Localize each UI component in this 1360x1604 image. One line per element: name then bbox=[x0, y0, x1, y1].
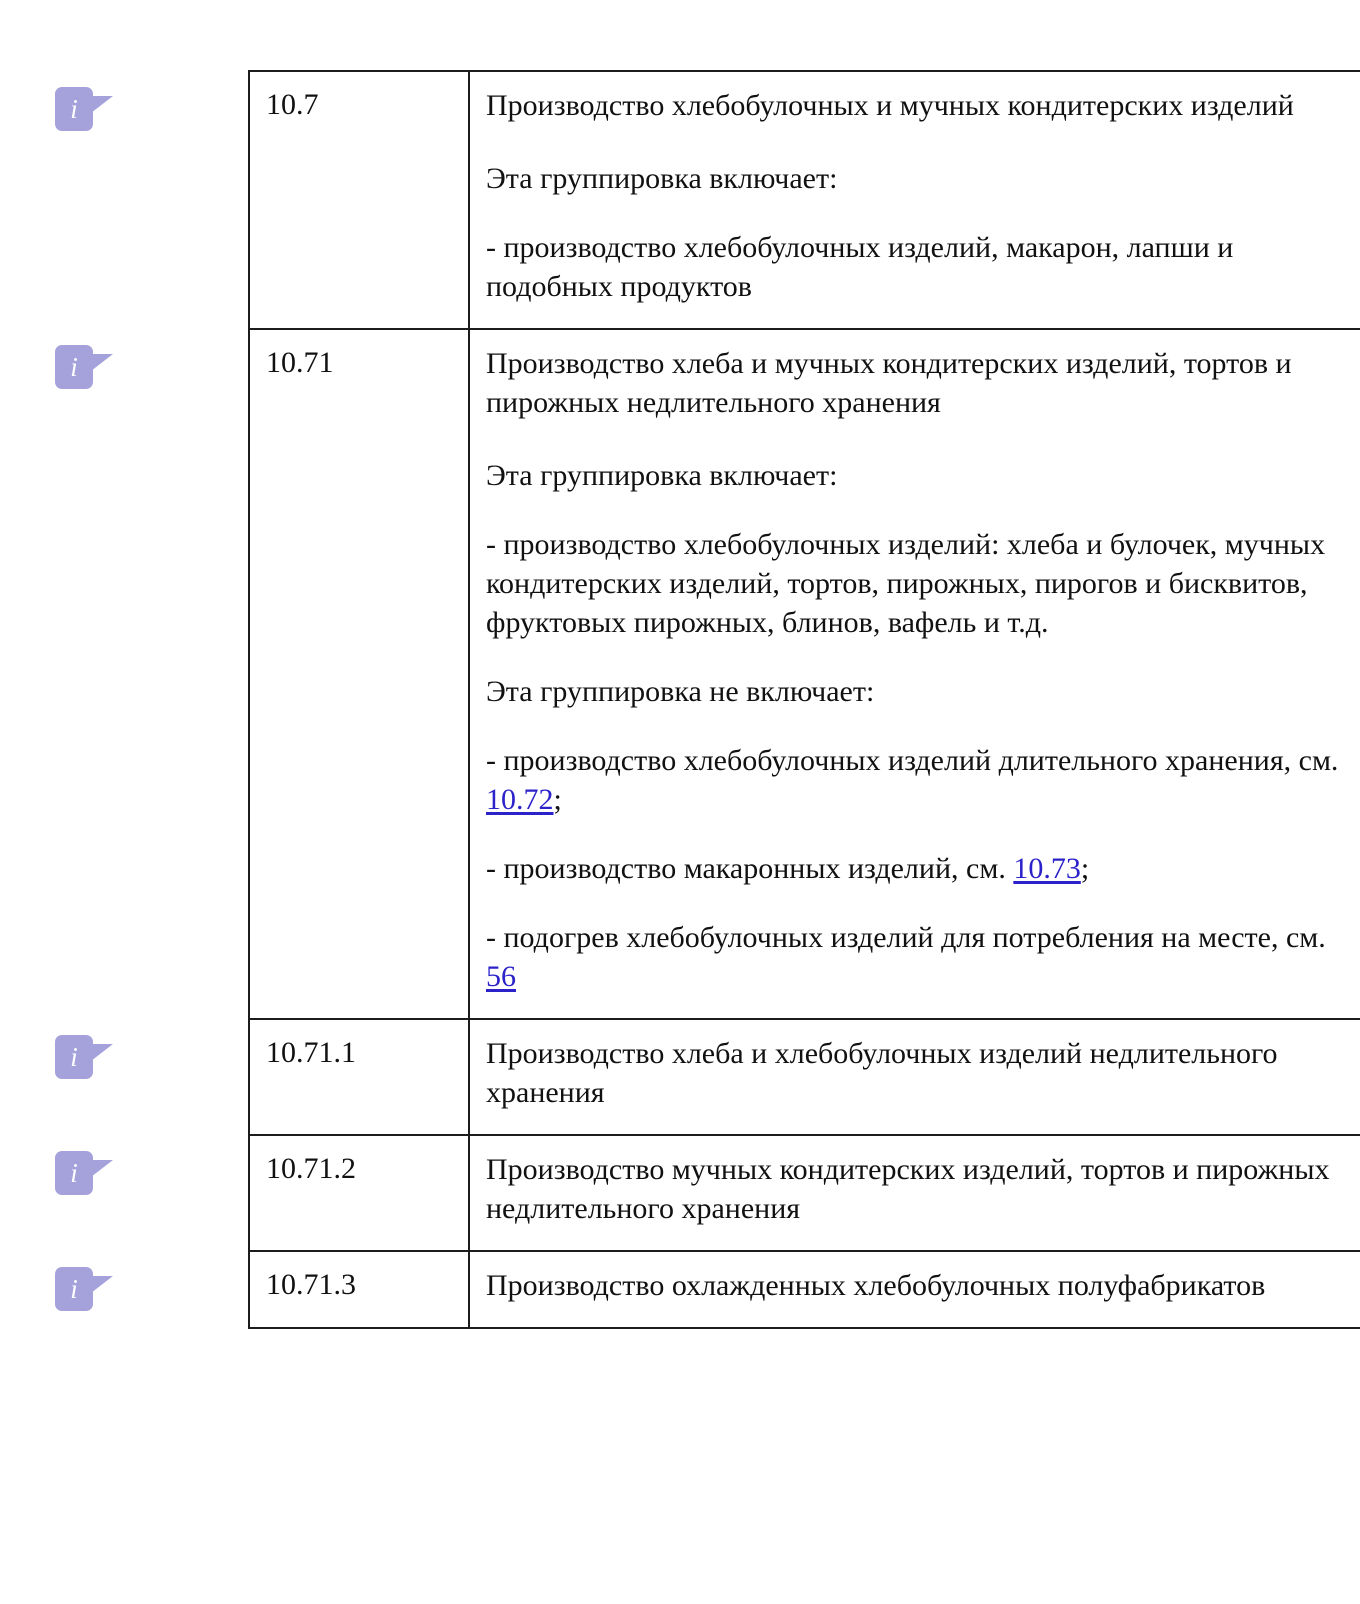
info-icon[interactable] bbox=[55, 1035, 99, 1079]
description-paragraph: Эта группировка не включает: bbox=[486, 675, 875, 708]
info-icon[interactable] bbox=[55, 1151, 99, 1195]
description-paragraph-with-link bbox=[486, 918, 1358, 996]
description-title: Производство мучных кондитерских изделий, тортов и пирожных недлительного хранения bbox=[486, 1153, 1330, 1225]
description-paragraph: - производство хлебобулочных изделий: хлеба и булочек, мучных кондитерских изделий, тортов, пирожных, пирогов и бисквитов, фруктовых пирожных, блинов, вафель и т.д. bbox=[486, 528, 1326, 639]
code-cell bbox=[249, 1251, 469, 1328]
info-icon-glyph: i bbox=[70, 94, 78, 124]
table-row bbox=[249, 1019, 1360, 1135]
table-row bbox=[249, 1251, 1360, 1328]
code-cell bbox=[249, 71, 469, 329]
info-icon[interactable] bbox=[55, 87, 99, 131]
table-row bbox=[249, 1135, 1360, 1251]
description-title: Производство хлеба и мучных кондитерских изделий, тортов и пирожных недлительного хранения bbox=[486, 347, 1292, 419]
description-paragraph: - производство хлебобулочных изделий, макарон, лапши и подобных продуктов bbox=[486, 231, 1234, 303]
info-icon-tail bbox=[91, 354, 113, 371]
code-value: 10.71.2 bbox=[266, 1152, 356, 1185]
paragraph-text-before: - производство макаронных изделий, см. bbox=[486, 852, 1014, 885]
info-icon[interactable] bbox=[55, 1267, 99, 1311]
description-cell bbox=[469, 1251, 1360, 1328]
info-icon-tail bbox=[91, 1276, 113, 1293]
paragraph-text-after: ; bbox=[1080, 852, 1090, 885]
description-paragraph: Эта группировка включает: bbox=[486, 162, 838, 195]
paragraph-text-before: - подогрев хлебобулочных изделий для потребления на месте, см. bbox=[486, 921, 1326, 954]
description-cell bbox=[469, 1135, 1360, 1251]
okved-table-body bbox=[249, 71, 1360, 1328]
okved-table bbox=[248, 70, 1360, 1329]
paragraph-text-after: ; bbox=[553, 783, 562, 816]
code-value: 10.7 bbox=[266, 88, 319, 121]
info-icon-glyph: i bbox=[70, 1274, 78, 1304]
description-cell bbox=[469, 71, 1360, 329]
paragraph-text-before: - производство хлебобулочных изделий длительного хранения, см. bbox=[486, 744, 1339, 777]
code-reference-link[interactable]: 10.72 bbox=[486, 783, 554, 816]
code-cell bbox=[249, 1135, 469, 1251]
code-value: 10.71.1 bbox=[266, 1036, 356, 1069]
info-icon-tail bbox=[91, 1160, 113, 1177]
code-reference-link[interactable]: 10.73 bbox=[1013, 852, 1081, 885]
info-icon[interactable] bbox=[55, 345, 99, 389]
description-title: Производство хлеба и хлебобулочных изделий недлительного хранения bbox=[486, 1037, 1278, 1109]
description-paragraph-with-link bbox=[486, 741, 1358, 819]
description-title: Производство хлебобулочных и мучных кондитерских изделий bbox=[486, 89, 1294, 122]
code-value: 10.71 bbox=[266, 346, 334, 379]
code-cell bbox=[249, 1019, 469, 1135]
description-cell bbox=[469, 1019, 1360, 1135]
description-paragraph-with-link bbox=[486, 849, 1358, 888]
info-icon-tail bbox=[91, 1044, 113, 1061]
description-title: Производство охлажденных хлебобулочных полуфабрикатов bbox=[486, 1269, 1266, 1302]
info-icon-glyph: i bbox=[70, 352, 78, 382]
info-icon-glyph: i bbox=[70, 1158, 78, 1188]
table-row bbox=[249, 71, 1360, 329]
code-value: 10.71.3 bbox=[266, 1268, 356, 1301]
code-cell bbox=[249, 329, 469, 1019]
description-cell bbox=[469, 329, 1360, 1019]
description-paragraph: Эта группировка включает: bbox=[486, 459, 838, 492]
info-icon-tail bbox=[91, 96, 113, 113]
code-reference-link[interactable]: 56 bbox=[486, 960, 516, 993]
table-row bbox=[249, 329, 1360, 1019]
info-icon-glyph: i bbox=[70, 1042, 78, 1072]
